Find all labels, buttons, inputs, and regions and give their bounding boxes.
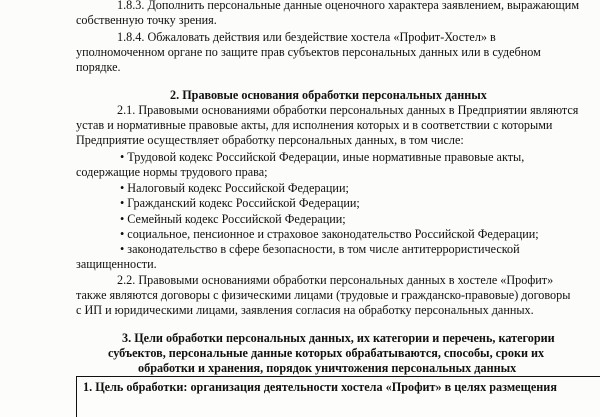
- purpose-table-row-1: 1. Цель обработки: организация деятельности хостела «Профит» в целях размещения: [83, 380, 557, 394]
- list-item-labor-code-text: Трудовой кодекс Российской Федерации, иные нормативные правовые акты,: [127, 150, 525, 164]
- list-item-family-code-text: Семейный кодекс Российской Федерации;: [127, 212, 346, 226]
- section-3-heading-line-2: субъектов, персональные данные которых обрабатываются, способы, сроки их: [108, 346, 545, 360]
- list-item-labor-code: [120, 150, 524, 165]
- list-item-security-legislation-text: законодательство в сфере безопасности, в том числе антитеррористической: [127, 242, 520, 256]
- clause-2-1-line-2: устав и нормативные правовые акты, для исполнения которых и в соответствии с которыми: [76, 118, 553, 132]
- section-3-heading-line-3: обработки и хранения, порядок уничтожения персональных данных: [138, 361, 517, 375]
- clause-1-8-3-line-2: собственную точку зрения.: [76, 13, 217, 27]
- list-item-civil-code-text: Гражданский кодекс Российской Федерации;: [127, 196, 360, 210]
- list-item-security-legislation-line-2: защищенности.: [76, 257, 157, 271]
- clause-1-8-4-line-2: уполномоченном органе по защите прав субъектов персональных данных или в судебном: [76, 45, 541, 59]
- clause-2-2-line-3: с ИП и юридическими лицами, заявления согласия на обработку персональных данных.: [76, 303, 534, 317]
- clause-1-8-4-line-1: 1.8.4. Обжаловать действия или бездействие хостела «Профит-Хостел» в: [117, 30, 496, 44]
- clause-2-2-line-1: 2.2. Правовыми основаниями обработки персональных данных в хостеле «Профит»: [117, 273, 554, 287]
- clause-1-8-3-line-1: 1.8.3. Дополнить персональные данные оценочного характера заявлением, выражающим: [117, 0, 580, 12]
- list-item-tax-code-text: Налоговый кодекс Российской Федерации;: [127, 181, 349, 195]
- list-item-tax-code: [120, 181, 349, 196]
- clause-2-1-line-1: 2.1. Правовыми основаниями обработки персональных данных в Предприятии являются: [117, 103, 579, 117]
- purpose-table: [76, 376, 600, 417]
- list-item-social-legislation: [120, 227, 539, 242]
- list-item-civil-code: [120, 196, 360, 211]
- list-item-labor-code-line-2: содержащие нормы трудового права;: [76, 165, 268, 179]
- list-item-security-legislation: [120, 242, 520, 257]
- section-3-heading-line-1: 3. Цели обработки персональных данных, их категории и перечень, категории: [122, 331, 555, 345]
- list-item-family-code: [120, 212, 346, 227]
- list-item-social-legislation-text: социальное, пенсионное и страховое законодательство Российской Федерации;: [127, 227, 539, 241]
- clause-1-8-4-line-3: порядке.: [76, 60, 121, 74]
- clause-2-2-line-2: также являются договоры с физическими лицами (трудовые и гражданско-правовые) договоры: [76, 288, 571, 302]
- section-2-heading: 2. Правовые основания обработки персональных данных: [170, 88, 487, 102]
- clause-2-1-line-3: Предприятие осуществляет обработку персональных данных, в том числе:: [76, 133, 464, 147]
